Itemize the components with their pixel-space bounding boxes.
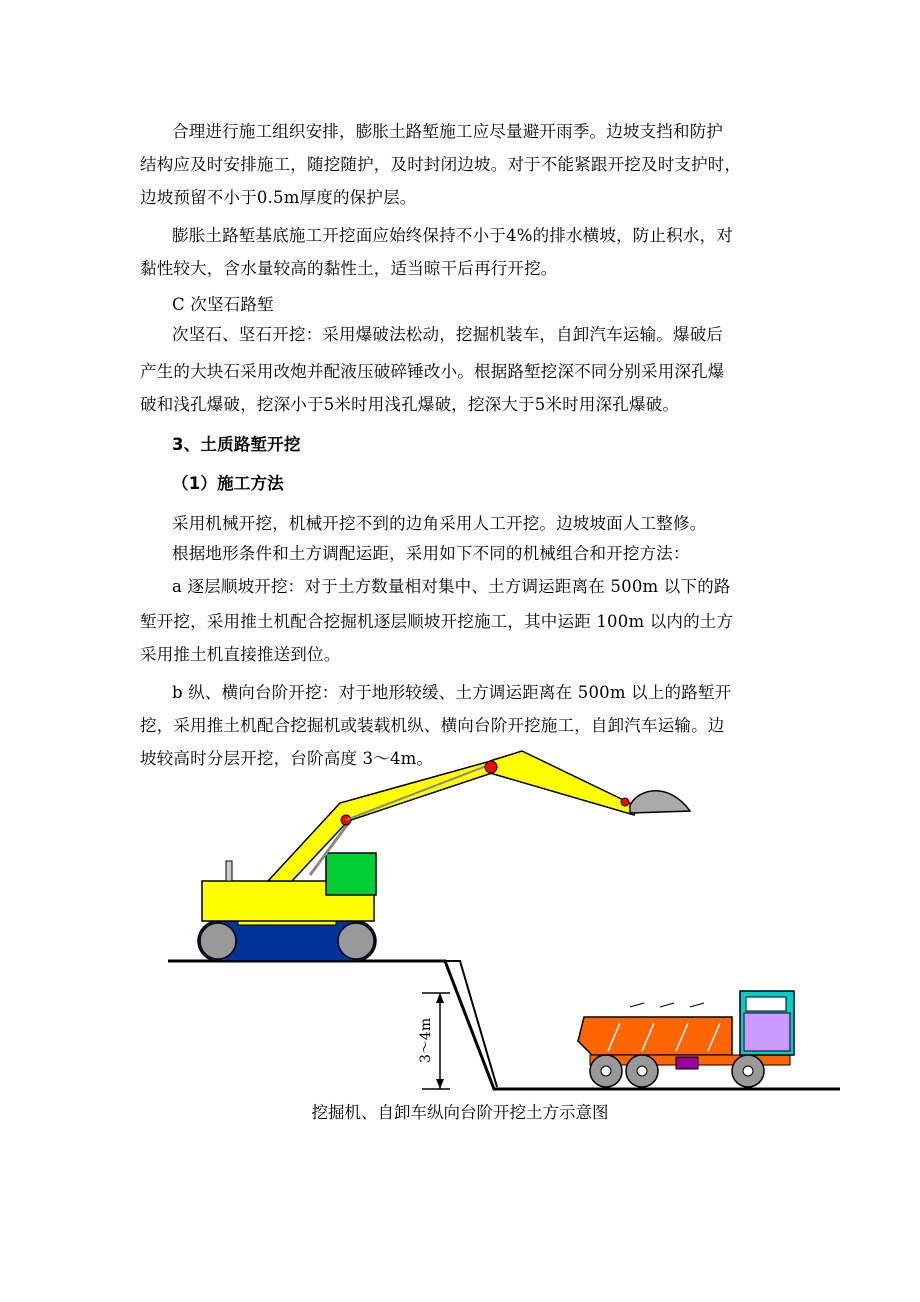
excavator-bucket (630, 791, 690, 813)
excavator-cab (326, 853, 376, 895)
excavator-arm (490, 751, 638, 815)
para-7-line-3: 采用推土机直接推送到位。 (140, 645, 341, 664)
arm-pivot (485, 761, 497, 773)
para-1-line-1: 合理进行施工组织安排，膨胀土路堑施工应尽量避开雨季。边坡支挡和防护 (172, 122, 724, 141)
para-4-line-1: 次坚石、坚石开挖：采用爆破法松动，挖掘机装车，自卸汽车运输。爆破后 (172, 325, 724, 344)
para-2-line-1: 膨胀土路堑基底施工开挖面应始终保持不小于4%的排水横坡，防止积水，对 (172, 226, 733, 245)
para-3-line-1: C 次坚石路堑 (172, 295, 274, 314)
track-wheel (338, 923, 374, 959)
section-heading: 3、土质路堑开挖 (172, 435, 301, 454)
para-8-line-2: 挖，采用推土机配合挖掘机或装载机纵、横向台阶开挖施工，自卸汽车运输。边 (140, 716, 725, 735)
para-1-line-3: 边坡预留不小于0.5m厚度的保护层。 (140, 188, 417, 207)
exhaust-pipe (226, 861, 232, 881)
para-8-line-3: 坡较高时分层开挖，台阶高度 3～4m。 (140, 749, 434, 768)
height-label: 3～4m (418, 1017, 434, 1063)
para-4-line-2: 产生的大块石采用改炮并配液压破碎锤改小。根据路堑挖深不同分别采用深孔爆 (140, 362, 725, 381)
track-wheel (200, 923, 236, 959)
para-5-line-1: 采用机械开挖，机械开挖不到的边角采用人工开挖。边坡坡面人工整修。 (172, 514, 707, 533)
truck-window (744, 1013, 790, 1051)
para-8-line-1: b 纵、横向台阶开挖：对于地形较缓、土方调运距离在 500m 以上的路堑开 (172, 683, 732, 702)
para-4-line-3: 破和浅孔爆破，挖深小于5米时用浅孔爆破，挖深大于5米时用深孔爆破。 (140, 395, 680, 414)
para-6-line-1: 根据地形条件和土方调配运距，采用如下不同的机械组合和开挖方法： (172, 544, 690, 563)
para-7-line-2: 堑开挖，采用推土机配合挖掘机逐层顺坡开挖施工，其中运距 100m 以内的土方 (140, 612, 734, 631)
figure-caption: 挖掘机、自卸车纵向台阶开挖土方示意图 (311, 1103, 609, 1122)
subsection-heading: （1）施工方法 (172, 474, 284, 493)
excavation-diagram (160, 745, 850, 1095)
para-7-line-1: a 逐层顺坡开挖：对于土方数量相对集中、土方调运距离在 500m 以下的路 (172, 577, 731, 596)
para-2-line-2: 黏性较大，含水量较高的黏性土，适当晾干后再行开挖。 (140, 259, 558, 278)
para-1-line-2: 结构应及时安排施工，随挖随护，及时封闭边坡。对于不能紧跟开挖及时支护时， (140, 155, 742, 174)
truck-tank (676, 1057, 698, 1069)
excavator-boom (268, 759, 498, 881)
